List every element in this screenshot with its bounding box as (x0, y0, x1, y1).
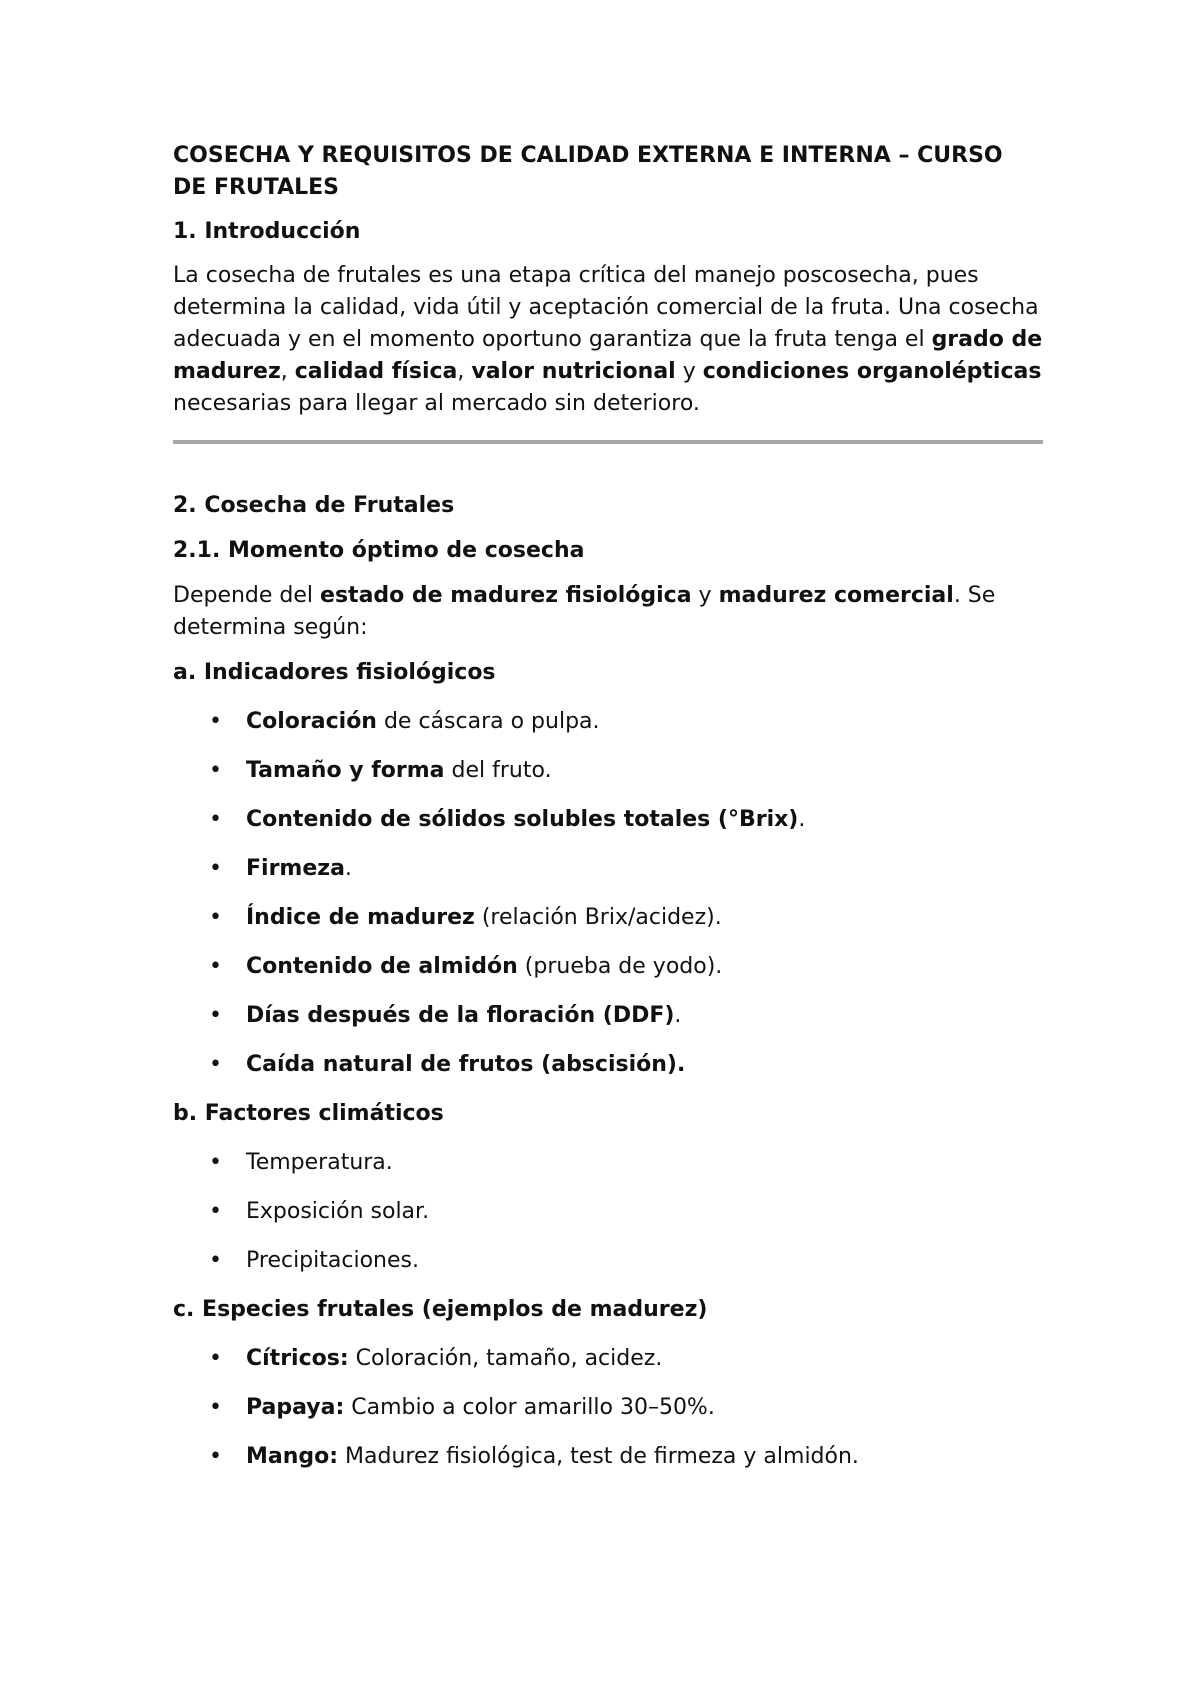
list-item (173, 1343, 1043, 1375)
list-item-text: (relación Brix/acidez). (474, 905, 722, 930)
list-item-text: (prueba de yodo). (517, 954, 723, 979)
subsection-b-heading: b. Factores climáticos (173, 1101, 444, 1126)
s21-text-3: . Se determina según: (173, 583, 996, 640)
physiological-indicators-list (173, 706, 1043, 1081)
list-item (173, 1147, 1043, 1179)
section-2-1-heading: 2.1. Momento óptimo de cosecha (173, 538, 585, 563)
s21-bold-madurez-fisiologica: estado de madurez fisiológica (320, 583, 692, 608)
list-item (173, 902, 1043, 934)
list-item (173, 853, 1043, 885)
section-2-heading: 2. Cosecha de Frutales (173, 493, 455, 518)
list-item-text: del fruto. (444, 758, 552, 783)
list-item (173, 755, 1043, 787)
list-item-text: Coloración, tamaño, acidez. (348, 1346, 663, 1371)
list-item-text: Temperatura. (246, 1150, 393, 1175)
list-item-bold: Mango: (246, 1444, 339, 1469)
list-item-bold: Días después de la floración (DDF) (246, 1003, 675, 1028)
intro-text-5: necesarias para llegar al mercado sin deterioro. (173, 391, 700, 416)
list-item (173, 1049, 1043, 1081)
list-item-text: Exposición solar. (246, 1199, 430, 1224)
intro-text-2: , (280, 359, 295, 384)
list-item-text: . (798, 807, 806, 832)
bullet-icon: • (209, 807, 222, 832)
intro-text-4: y (675, 359, 703, 384)
bullet-icon: • (209, 1346, 222, 1371)
horizontal-divider (173, 440, 1043, 444)
list-item (173, 1392, 1043, 1424)
bullet-icon: • (209, 1199, 222, 1224)
list-item (173, 706, 1043, 738)
bullet-icon: • (209, 1248, 222, 1273)
document-content (173, 140, 1043, 1473)
document-title: COSECHA Y REQUISITOS DE CALIDAD EXTERNA E INTERNA – CURSO DE FRUTALES (173, 143, 1003, 200)
intro-paragraph (173, 260, 1043, 420)
s21-bold-madurez-comercial: madurez comercial (718, 583, 954, 608)
intro-bold-grado-de-madurez: grado de madurez (173, 327, 1043, 384)
list-item (173, 1245, 1043, 1277)
list-item-bold: Tamaño y forma (246, 758, 445, 783)
list-item-text: Cambio a color amarillo 30–50%. (344, 1395, 715, 1420)
intro-bold-condiciones-organolepticas: condiciones organolépticas (702, 359, 1042, 384)
bullet-icon: • (209, 709, 222, 734)
section-2-1-paragraph (173, 580, 1043, 644)
subsection-a-heading: a. Indicadores fisiológicos (173, 660, 496, 685)
subsection-c-heading: c. Especies frutales (ejemplos de madurez) (173, 1297, 708, 1322)
list-item-text: Precipitaciones. (246, 1248, 419, 1273)
bullet-icon: • (209, 905, 222, 930)
list-item (173, 951, 1043, 983)
list-item (173, 1196, 1043, 1228)
intro-bold-calidad-fisica: calidad física (294, 359, 458, 384)
intro-bold-valor-nutricional: valor nutricional (471, 359, 676, 384)
bullet-icon: • (209, 856, 222, 881)
section-1-heading: 1. Introducción (173, 219, 361, 244)
fruit-species-list (173, 1343, 1043, 1473)
list-item (173, 1000, 1043, 1032)
intro-text-1: La cosecha de frutales es una etapa crítica del manejo poscosecha, pues determina la calidad, vida útil y aceptación comercial de la fruta. Una cosecha adecuada y en el momento oportuno garantiza que la fruta tenga el (173, 263, 1039, 352)
climatic-factors-list (173, 1147, 1043, 1277)
list-item-text: . (344, 856, 352, 881)
list-item-bold: Coloración (246, 709, 377, 734)
list-item (173, 804, 1043, 836)
list-item-bold: Papaya: (246, 1395, 345, 1420)
list-item-bold: Contenido de almidón (246, 954, 518, 979)
list-item-text: de cáscara o pulpa. (376, 709, 600, 734)
list-item-bold: Firmeza (246, 856, 345, 881)
list-item-text: Madurez fisiológica, test de firmeza y almidón. (338, 1444, 859, 1469)
list-item-bold: Caída natural de frutos (abscisión). (246, 1052, 686, 1077)
bullet-icon: • (209, 954, 222, 979)
list-item-text: . (674, 1003, 682, 1028)
intro-text-3: , (457, 359, 472, 384)
list-item-bold: Índice de madurez (246, 905, 475, 930)
bullet-icon: • (209, 1395, 222, 1420)
list-item-bold: Cítricos: (246, 1346, 349, 1371)
bullet-icon: • (209, 1052, 222, 1077)
bullet-icon: • (209, 758, 222, 783)
list-item-bold: Contenido de sólidos solubles totales (°Brix) (246, 807, 799, 832)
bullet-icon: • (209, 1003, 222, 1028)
bullet-icon: • (209, 1444, 222, 1469)
s21-text-1: Depende del (173, 583, 321, 608)
bullet-icon: • (209, 1150, 222, 1175)
list-item (173, 1441, 1043, 1473)
s21-text-2: y (691, 583, 719, 608)
